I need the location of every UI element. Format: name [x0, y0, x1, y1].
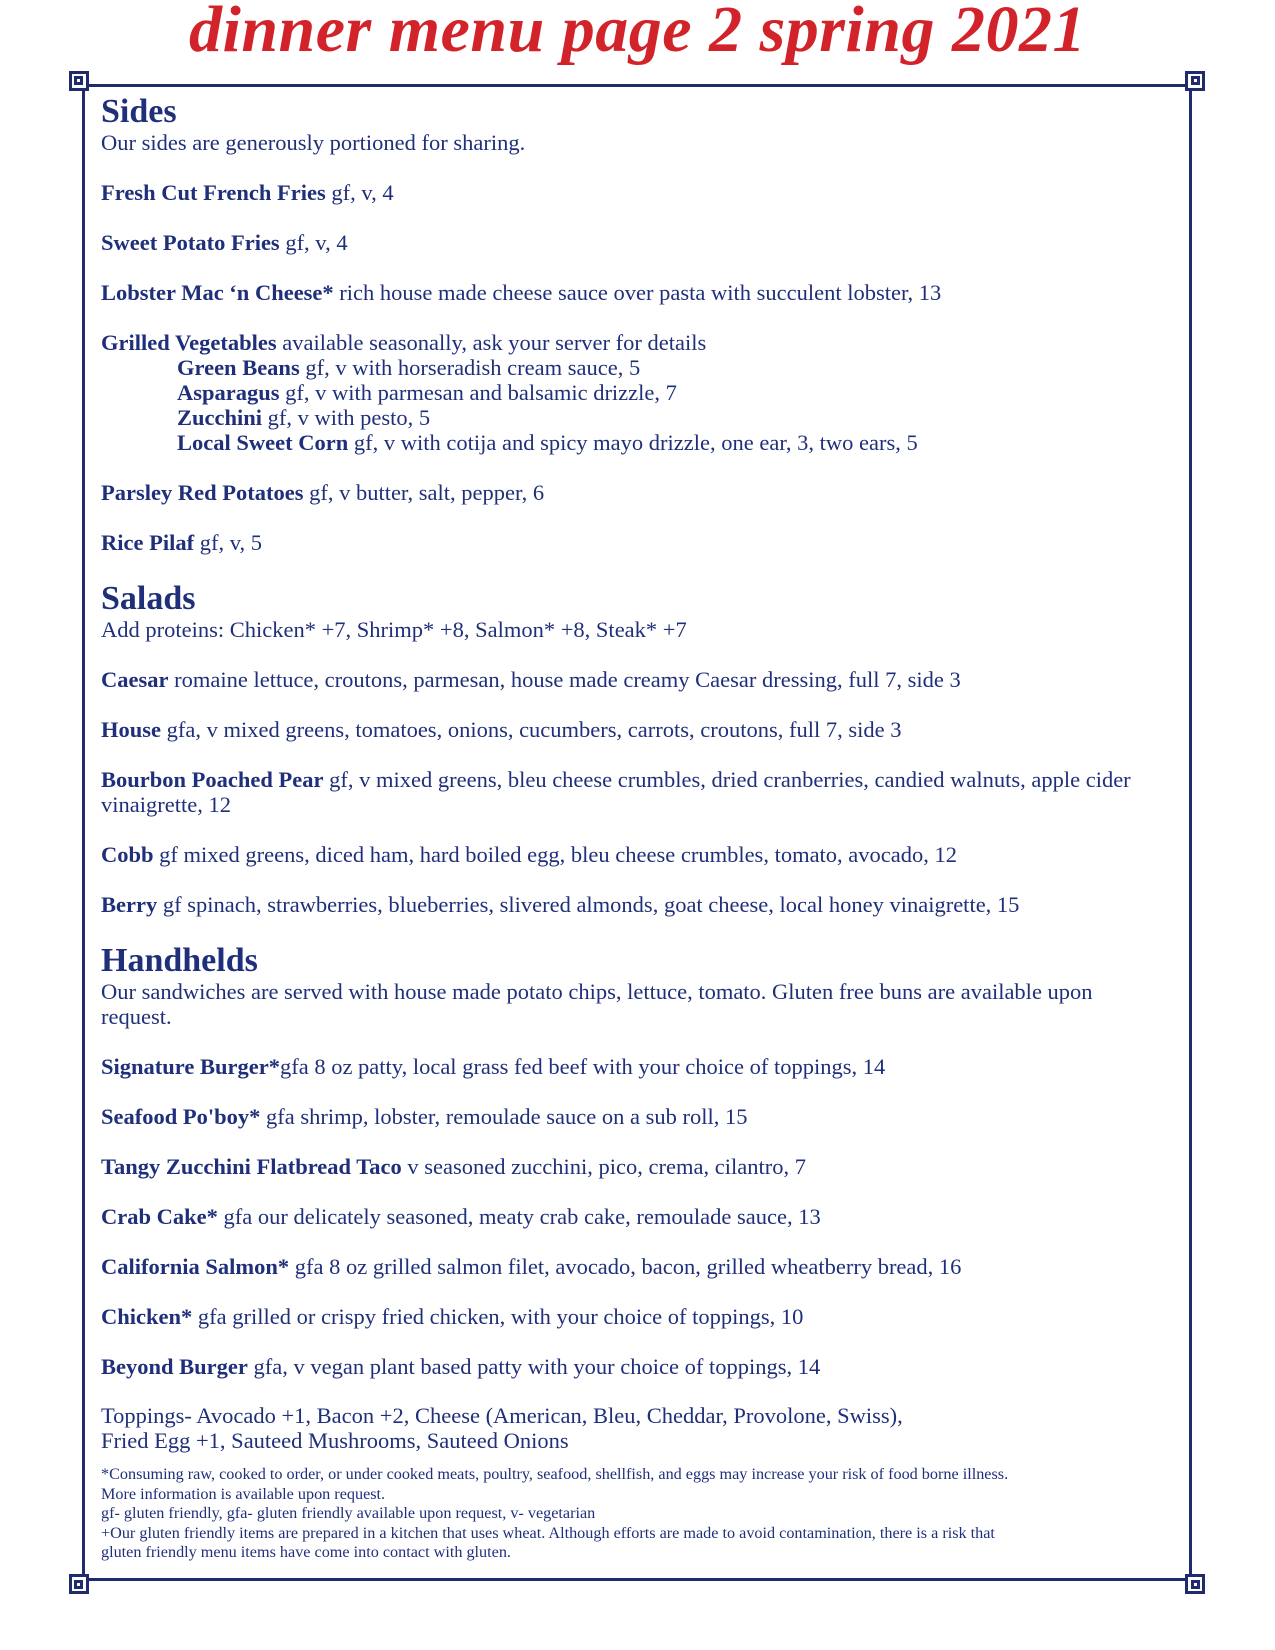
item-desc: gf, v, 4: [279, 230, 348, 255]
section-heading-salads: Salads: [101, 580, 196, 617]
menu-item: [101, 230, 1161, 255]
item-desc: gf spinach, strawberries, blueberries, slivered almonds, goat cheese, local honey vinaigrette, 15: [157, 892, 1020, 917]
menu-subitem: [177, 430, 1161, 455]
item-name: Zucchini: [177, 405, 263, 430]
footnote-line: gluten friendly menu items have come into contact with gluten.: [101, 1543, 511, 1561]
menu-item: [101, 1254, 1161, 1279]
item-desc: v seasoned zucchini, pico, crema, cilantro, 7: [401, 1154, 806, 1179]
menu-item: [101, 1054, 1161, 1079]
corner-ornament: [1175, 71, 1205, 101]
toppings-line: Toppings- Avocado +1, Bacon +2, Cheese (American, Bleu, Cheddar, Provolone, Swiss),: [101, 1403, 903, 1428]
item-desc: gfa our delicately seasoned, meaty crab cake, remoulade sauce, 13: [217, 1204, 821, 1229]
footnote-line: +Our gluten friendly items are prepared in a kitchen that uses wheat. Although efforts are made to avoid contamination, there is a risk that: [101, 1523, 995, 1542]
item-desc: gf, v with cotija and spicy mayo drizzle, one ear, 3, two ears, 5: [348, 430, 918, 455]
footnote-line: *Consuming raw, cooked to order, or under cooked meats, poultry, seafood, shellfish, and eggs may increase your risk of food borne illness.: [101, 1465, 1009, 1483]
item-name: House: [101, 717, 162, 742]
menu-item: [101, 280, 1161, 305]
item-desc: gf, v with pesto, 5: [262, 405, 431, 430]
section-intro: Our sides are generously portioned for sharing.: [101, 130, 526, 155]
item-desc: gf, v, 5: [194, 530, 263, 555]
menu-item: [101, 717, 1161, 742]
item-desc: gfa, v mixed greens, tomatoes, onions, cucumbers, carrots, croutons, full 7, side 3: [161, 717, 902, 742]
item-name: Grilled Vegetables: [101, 330, 277, 355]
item-name: Sweet Potato Fries: [101, 230, 280, 255]
item-name: Beyond Burger: [101, 1354, 248, 1379]
footnote-line: gf- gluten friendly, gfa- gluten friendly available upon request, v- vegetarian: [101, 1504, 596, 1522]
item-name: Signature Burger*: [101, 1054, 280, 1079]
menu-subitem: [177, 380, 1161, 405]
menu-item: [101, 1204, 1161, 1229]
item-name: Local Sweet Corn: [177, 430, 349, 455]
item-name: Asparagus: [177, 380, 280, 405]
item-desc: gf, v, 4: [325, 180, 394, 205]
section-intro: Our sandwiches are served with house made potato chips, lettuce, tomato. Gluten free buns are available upon request.: [101, 979, 1093, 1029]
item-desc: available seasonally, ask your server for details: [276, 330, 707, 355]
item-name: Chicken*: [101, 1304, 193, 1329]
item-desc: romaine lettuce, croutons, parmesan, house made creamy Caesar dressing, full 7, side 3: [168, 667, 961, 692]
toppings-list: [101, 1403, 1161, 1453]
item-desc: gf, v with parmesan and balsamic drizzle, 7: [279, 380, 677, 405]
item-name: Green Beans: [177, 355, 300, 380]
menu-item: [101, 667, 1161, 692]
item-name: Bourbon Poached Pear: [101, 767, 324, 792]
menu-item: [101, 842, 1161, 867]
page-title: dinner menu page 2 spring 2021: [189, 0, 1086, 66]
item-desc: gfa 8 oz patty, local grass fed beef with your choice of toppings, 14: [279, 1054, 886, 1079]
menu-subitem: [177, 405, 1161, 430]
corner-ornament: [69, 1564, 99, 1594]
item-name: Fresh Cut French Fries: [101, 180, 326, 205]
item-name: Parsley Red Potatoes: [101, 480, 304, 505]
section-heading-sides: Sides: [101, 93, 177, 130]
item-desc: rich house made cheese sauce over pasta with succulent lobster, 13: [333, 280, 942, 305]
menu-item: [101, 1154, 1161, 1179]
item-name: Cobb: [101, 842, 154, 867]
item-name: Caesar: [101, 667, 169, 692]
menu-item: [101, 1104, 1161, 1129]
menu-item: [101, 180, 1161, 205]
item-name: Lobster Mac ‘n Cheese*: [101, 280, 334, 305]
item-desc: gf mixed greens, diced ham, hard boiled egg, bleu cheese crumbles, tomato, avocado, 12: [153, 842, 958, 867]
menu-item: [101, 1304, 1161, 1329]
item-name: Crab Cake*: [101, 1204, 218, 1229]
footnote-line: More information is available upon request.: [101, 1484, 386, 1503]
corner-ornament: [69, 71, 99, 101]
item-desc: gf, v butter, salt, pepper, 6: [303, 480, 545, 505]
item-name: Tangy Zucchini Flatbread Taco: [101, 1154, 402, 1179]
menu-item: [101, 530, 1161, 555]
item-desc: gfa grilled or crispy fried chicken, with your choice of toppings, 10: [192, 1304, 804, 1329]
item-name: Rice Pilaf: [101, 530, 195, 555]
item-desc: gf, v mixed greens, bleu cheese crumbles, dried cranberries, candied walnuts, apple cider vinaigrette, 12: [101, 767, 1131, 817]
section-intro: Add proteins: Chicken* +7, Shrimp* +8, Salmon* +8, Steak* +7: [101, 617, 687, 642]
corner-ornament: [1175, 1564, 1205, 1594]
item-name: Seafood Po'boy*: [101, 1104, 261, 1129]
menu-item: [101, 892, 1161, 917]
item-desc: gf, v with horseradish cream sauce, 5: [299, 355, 641, 380]
item-desc: gfa shrimp, lobster, remoulade sauce on a sub roll, 15: [260, 1104, 748, 1129]
item-desc: gfa 8 oz grilled salmon filet, avocado, bacon, grilled wheatberry bread, 16: [289, 1254, 962, 1279]
toppings-line: Fried Egg +1, Sauteed Mushrooms, Sauteed Onions: [101, 1428, 569, 1453]
item-desc: gfa, v vegan plant based patty with your choice of toppings, 14: [247, 1354, 821, 1379]
menu-subitem: [177, 355, 1161, 380]
section-heading-handhelds: Handhelds: [101, 942, 258, 979]
menu-content: [101, 88, 1161, 1563]
menu-item: [101, 1354, 1161, 1379]
menu-item: [101, 480, 1161, 505]
menu-item: [101, 330, 1161, 355]
item-name: California Salmon*: [101, 1254, 290, 1279]
item-name: Berry: [101, 892, 158, 917]
menu-item: [101, 767, 1161, 817]
footnotes: [101, 1465, 1161, 1563]
